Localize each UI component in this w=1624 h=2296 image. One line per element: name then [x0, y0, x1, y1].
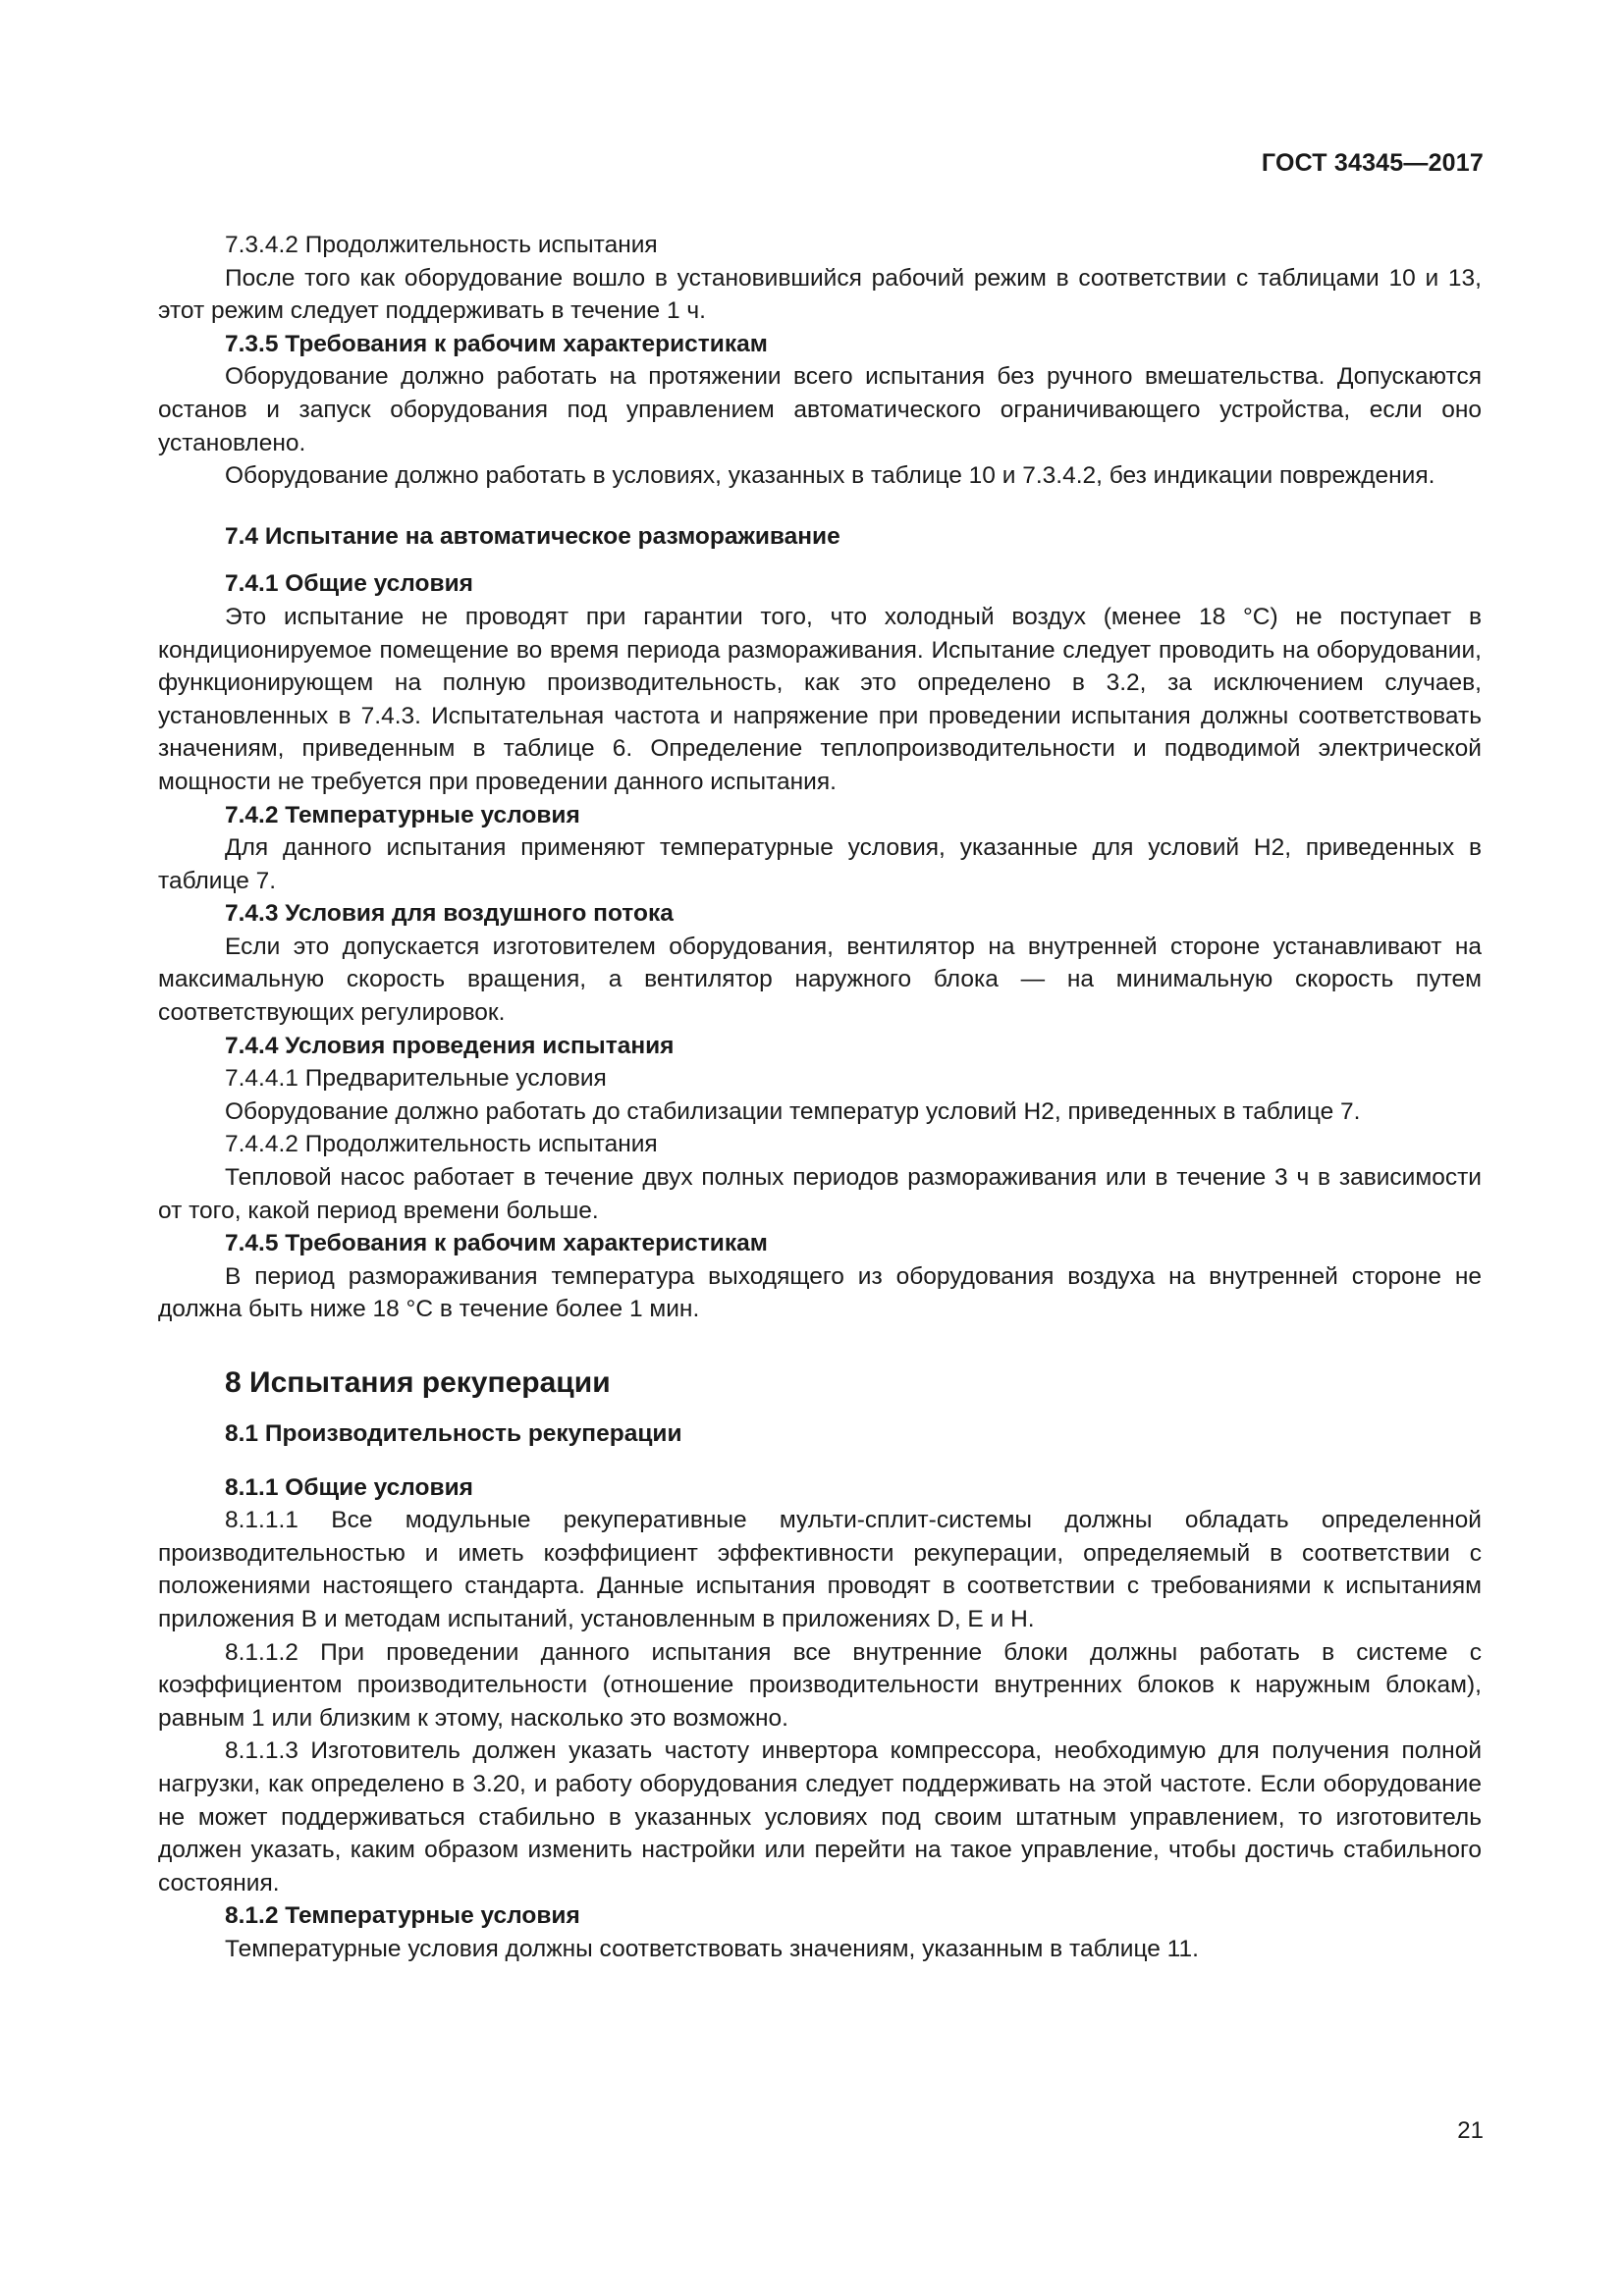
page-number: 21 [1457, 2117, 1484, 2144]
clause-7-4-4-1-text: Оборудование должно работать до стабилизации температур условий Н2, приведенных в таблице 7. [225, 1097, 1361, 1125]
clause-8-1-1-1-text: 8.1.1.1 Все модульные рекуперативные мульти-сплит-системы должны обладать определенной производительностью и иметь коэффициент эффективности рекуперации, определяемый в соответствии с положениями настоящего стандарта. Данные испытания проводят в соответствии с требованиями к испытаниям приложения В и методам испытаний, установленным в приложениях D, Е и Н. [158, 1507, 1482, 1632]
page-body [158, 229, 1482, 1966]
clause-7-4-1-heading: 7.4.1 Общие условия [225, 570, 473, 598]
clause-7-4-4-1-title: 7.4.4.1 Предварительные условия [225, 1065, 607, 1093]
clause-8-1-1-2-text: 8.1.1.2 При проведении данного испытания все внутренние блоки должны работать в системе с коэффициентом производительности (отношение производительности внутренних блоков к наружным блокам), равным 1 или близким к этому, насколько это возможно. [158, 1638, 1482, 1732]
clause-7-3-4-2-title: 7.3.4.2 Продолжительность испытания [225, 232, 658, 258]
clause-7-4-5-text: В период размораживания температура выходящего из оборудования воздуха на внутренней стороне не должна быть ниже 18 °С в течение более 1 мин. [158, 1262, 1482, 1323]
clause-7-4-2-heading: 7.4.2 Температурные условия [225, 801, 580, 828]
clause-7-3-5-heading: 7.3.5 Требования к рабочим характеристикам [225, 330, 768, 357]
clause-7-3-4-2-text: После того как оборудование вошло в установившийся рабочий режим в соответствии с таблицами 10 и 13, этот режим следует поддерживать в течение 1 ч. [158, 264, 1482, 325]
clause-7-4-3-text: Если это допускается изготовителем оборудования, вентилятор на внутренней стороне устанавливают на максимальную скорость вращения, а вентилятор наружного блока — на минимальную скорость путем соответствующих регулировок. [158, 933, 1482, 1027]
clause-7-4-3-heading: 7.4.3 Условия для воздушного потока [225, 900, 674, 928]
clause-7-4-5-heading: 7.4.5 Требования к рабочим характеристикам [225, 1230, 768, 1257]
chapter-8-heading: 8 Испытания рекуперации [225, 1366, 611, 1399]
clause-7-4-4-2-text: Тепловой насос работает в течение двух полных периодов размораживания или в течение 3 ч в зависимости от того, какой период времени больше. [158, 1164, 1482, 1224]
clause-8-1-2-heading: 8.1.2 Температурные условия [225, 1902, 580, 1930]
clause-7-4-4-2-title: 7.4.4.2 Продолжительность испытания [225, 1131, 658, 1158]
section-7-4-heading: 7.4 Испытание на автоматическое размораживание [225, 522, 840, 550]
clause-7-4-2-text: Для данного испытания применяют температурные условия, указанные для условий Н2, приведенных в таблице 7. [158, 834, 1482, 894]
clause-7-3-5-text-1: Оборудование должно работать на протяжении всего испытания без ручного вмешательства. Допускаются останов и запуск оборудования под управлением автоматического ограничивающего устройства, если оно установлено. [158, 363, 1482, 456]
clause-7-4-4-heading: 7.4.4 Условия проведения испытания [225, 1032, 675, 1059]
clause-8-1-2-text: Температурные условия должны соответствовать значениям, указанным в таблице 11. [225, 1935, 1199, 1962]
section-8-1-heading: 8.1 Производительность рекуперации [225, 1420, 682, 1447]
clause-7-3-5-text-2: Оборудование должно работать в условиях, указанных в таблице 10 и 7.3.4.2, без индикации повреждения. [225, 462, 1435, 490]
clause-8-1-1-heading: 8.1.1 Общие условия [225, 1473, 473, 1501]
clause-7-4-1-text: Это испытание не проводят при гарантии того, что холодный воздух (менее 18 °С) не поступает в кондиционируемое помещение во время периода размораживания. Испытание следует проводить на оборудовании, функционирующем на полную производительность, как это определено в 3.2, за исключением случаев, установленных в 7.4.3. Испытательная частота и напряжение при проведении испытания должны соответствовать значениям, приведенным в таблице 6. Определение теплопроизводительности и подводимой электрической мощности не требуется при проведении данного испытания. [158, 603, 1482, 795]
clause-8-1-1-3-text: 8.1.1.3 Изготовитель должен указать частоту инвертора компрессора, необходимую для получения полной нагрузки, как определено в 3.20, и работу оборудования следует поддерживать на этой частоте. Если оборудование не может поддерживаться стабильно в указанных условиях под своим штатным управлением, то изготовитель должен указать, каким образом изменить настройки или перейти на такое управление, чтобы достичь стабильного состояния. [158, 1737, 1482, 1896]
document-code: ГОСТ 34345—2017 [1261, 149, 1484, 177]
